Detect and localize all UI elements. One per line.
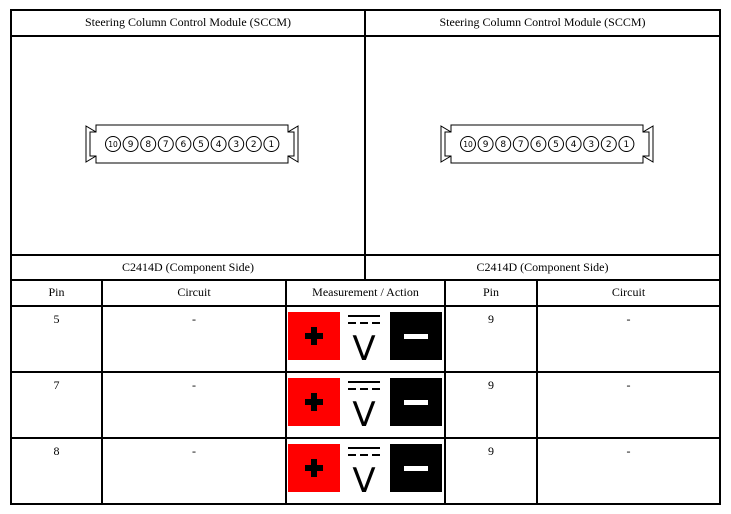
dc-voltage-measurement-icon <box>288 378 442 430</box>
circuit-cell: - <box>192 444 196 458</box>
dc-voltage-measurement-icon <box>288 444 442 496</box>
column-header-pin: Pin <box>48 285 65 299</box>
pin-number: 1 <box>623 140 630 151</box>
column-header-pin: Pin <box>482 285 499 299</box>
column-header-circuit: Circuit <box>177 285 211 299</box>
voltmeter-icon <box>348 382 380 430</box>
pin-number: 4 <box>215 140 222 151</box>
pin-cell: 5 <box>53 312 60 326</box>
pin-number: 6 <box>180 140 187 151</box>
pin-number: 5 <box>198 140 204 151</box>
column-header-measurement: Measurement / Action <box>312 285 419 299</box>
divider <box>10 371 721 373</box>
pin-number: 10 <box>108 140 118 150</box>
circuit-cell: - <box>192 378 196 392</box>
connector-title: Steering Column Control Module (SCCM) <box>84 15 291 29</box>
connector-diagram <box>84 122 300 166</box>
pin-number: 1 <box>268 140 275 151</box>
connector-caption: C2414D (Component Side) <box>476 260 609 274</box>
divider <box>10 305 721 307</box>
circuit-cell: - <box>626 444 631 458</box>
column-header-circuit: Circuit <box>611 285 646 299</box>
voltmeter-icon <box>348 316 380 364</box>
pin-number: 8 <box>145 140 152 151</box>
divider <box>285 279 287 505</box>
divider <box>10 437 721 439</box>
pin-number: 2 <box>605 140 612 151</box>
pin-number: 7 <box>162 140 169 151</box>
circuit-cell: - <box>192 312 196 326</box>
divider <box>364 9 366 281</box>
pin-number: 5 <box>553 140 559 151</box>
volt-symbol: V <box>352 461 376 496</box>
pin-cell: 9 <box>488 312 494 326</box>
pin-number: 6 <box>535 140 542 151</box>
dc-voltage-measurement-icon <box>288 312 442 364</box>
pin-number: 7 <box>517 140 524 151</box>
pin-number: 10 <box>463 140 473 150</box>
pin-cell: 9 <box>488 378 494 392</box>
pin-cell: 7 <box>53 378 60 392</box>
pin-number: 9 <box>482 140 489 151</box>
circuit-cell: - <box>626 312 631 326</box>
circuit-cell: - <box>626 378 631 392</box>
pin-number: 3 <box>233 140 240 151</box>
connector-title: Steering Column Control Module (SCCM) <box>439 15 646 29</box>
volt-symbol: V <box>352 329 376 364</box>
connector-caption: C2414D (Component Side) <box>122 260 254 274</box>
pin-number: 9 <box>127 140 134 151</box>
pin-number: 8 <box>500 140 507 151</box>
connector-diagram <box>439 122 655 166</box>
pin-cell: 8 <box>53 444 60 458</box>
pin-number: 4 <box>570 140 577 151</box>
voltmeter-icon <box>348 448 380 496</box>
pin-number: 2 <box>250 140 257 151</box>
pin-cell: 9 <box>488 444 494 458</box>
pin-number: 3 <box>588 140 595 151</box>
volt-symbol: V <box>352 395 376 430</box>
